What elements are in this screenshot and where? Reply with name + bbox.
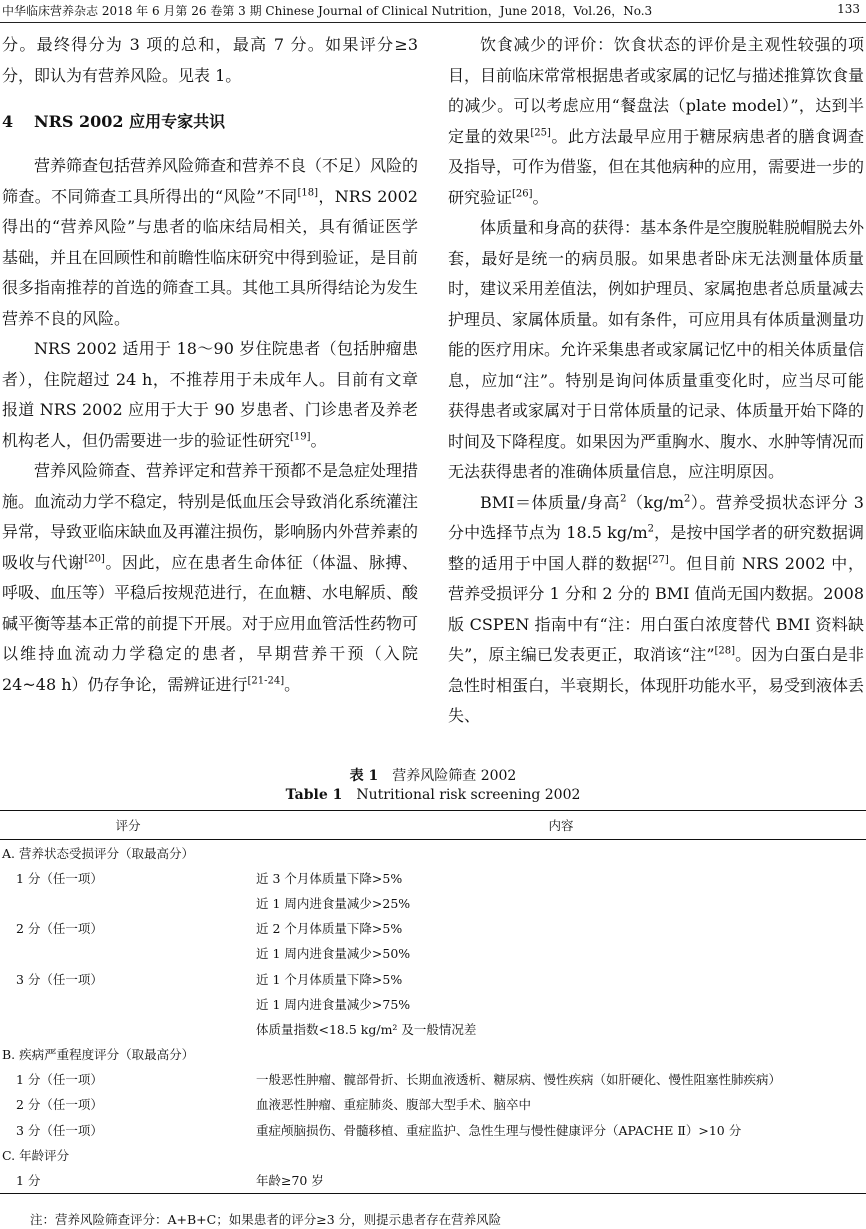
- content-cell: [256, 1142, 866, 1167]
- table-title-en: Nutritional risk screening 2002: [356, 787, 581, 803]
- table-title-cn: 营养风险筛查 2002: [392, 768, 517, 784]
- paragraph-text: 营养筛查包括营养风险筛查和营养不良（不足）风险的筛查。不同筛查工具所得出的“风险”不同: [2, 156, 419, 206]
- paragraph-text: 。因此，应在患者生命体征（体温、脉搏、呼吸、血压等）平稳后按规范进行，在血糖、水电解质、酸碱平衡等基本正常的前提下开展。对于应用血管活性药物可以维持血流动力学稳定的患者，早期营养干预（入院 24~48 h）仍存争论，需辨证进行: [2, 552, 419, 694]
- content-cell: 近 3 个月体质量下降>5%: [256, 870, 403, 886]
- citation: [27]: [648, 554, 669, 566]
- paragraph-text: ，NRS 2002 得出的“营养风险”与患者的临床结局相关，具有循证医学基础，并且在回顾性和前瞻性临床研究中得到验证，是目前很多指南推荐的首选的筛查工具。其他工具所得结论为发生营养不良的风险。: [2, 186, 419, 328]
- table-row: [0, 1042, 866, 1067]
- section-number: 4: [2, 112, 14, 131]
- content-cell: 血液恶性肿瘤、重症肺炎、腹部大型手术、脑卒中: [256, 1097, 532, 1113]
- score-cell: [0, 941, 256, 966]
- table-caption-en: [0, 787, 866, 803]
- content-cell: 年龄≥70 岁: [256, 1167, 866, 1193]
- score-cell: 2 分（任一项）: [16, 921, 103, 937]
- score-cell: 3 分（任一项）: [16, 971, 103, 987]
- content-cell: [256, 1042, 866, 1067]
- table-row: [0, 840, 866, 866]
- table-row: [0, 966, 866, 991]
- paragraph-text: NRS 2002 适用于 18～90 岁住院患者（包括肿瘤患者），住院超过 24 h，不推荐用于未成年人。目前有文章报道 NRS 2002 应用于大于 90 岁患者、门诊患者及养老机构老人，但仍需要进一步的验证性研究: [2, 339, 418, 450]
- superscript: 2: [684, 493, 691, 505]
- nrs-table: [0, 810, 866, 1194]
- content-cell: 近 2 个月体质量下降>5%: [256, 921, 403, 937]
- score-cell: A. 营养状态受损评分（取最高分）: [2, 845, 194, 861]
- content-cell: [256, 840, 866, 866]
- table-body: [0, 840, 866, 1194]
- paragraph-text: ）。营养受损状态评分 3 分中选择节点为 18.5 kg/m: [448, 492, 864, 542]
- right-column: [448, 30, 864, 732]
- score-cell: 1 分（任一项）: [16, 870, 103, 886]
- table-row: [0, 1016, 866, 1041]
- paragraph-text: 饮食减少的评价：饮食状态的评价是主观性较强的项目，目前临床常常根据患者或家属的记忆与描述推算饮食量的减少。可以考虑应用“餐盘法（plate model）”，达到半定量的效果: [448, 35, 865, 146]
- paragraph-text: 。因为白蛋白是非急性时相蛋白，半衰期长，体现肝功能水平，易受到液体丢失、: [448, 645, 865, 725]
- content-cell: 体质量指数<18.5 kg/m² 及一般情况差: [256, 1021, 477, 1037]
- citation: [25]: [530, 127, 551, 139]
- citation: [19]: [290, 431, 311, 443]
- paragraph-text: 。: [532, 187, 549, 207]
- paragraph-text: 。: [284, 674, 301, 694]
- superscript: 2: [647, 523, 655, 535]
- paragraph-text: 。: [310, 430, 327, 450]
- table-row: [0, 991, 866, 1016]
- paragraph: [448, 30, 864, 213]
- column-header-score: 评分: [0, 811, 256, 840]
- paragraph-text: 。此方法最早应用于糖尿病患者的膳食调查及指导，可作为借鉴，但在其他病种的应用，需要进一步的研究验证: [448, 126, 865, 207]
- table-row: [0, 1067, 866, 1092]
- content-cell: 近 1 周内进食量减少>25%: [256, 895, 411, 911]
- section-heading: [2, 107, 418, 137]
- score-cell: B. 疾病严重程度评分（取最高分）: [2, 1047, 195, 1063]
- paragraph-text: （kg/m: [626, 492, 685, 512]
- table-label-en: Table 1: [285, 787, 343, 803]
- running-header: [0, 0, 866, 23]
- table-row: [0, 916, 866, 941]
- page-number: 133: [837, 2, 860, 16]
- table-row: [0, 1117, 866, 1142]
- paragraph: [448, 488, 864, 732]
- score-cell: 3 分（任一项）: [16, 1122, 103, 1138]
- table-row: [0, 865, 866, 890]
- paragraph: [448, 213, 864, 488]
- table-note: 注：营养风险筛查评分：A+B+C；如果患者的评分≥3 分，则提示患者存在营养风险: [30, 1212, 502, 1227]
- score-cell: 1 分（任一项）: [16, 1072, 103, 1088]
- paragraph-text: 。但目前 NRS 2002 中，营养受损评分 1 分和 2 分的 BMI 值尚无国内数据。2008 版 CSPEN 指南中有“注：用白蛋白浓度替代 BMI 资料缺失”，原主编已发表更正，取消该“注”: [448, 553, 864, 664]
- paragraph-text: 体质量和身高的获得：基本条件是空腹脱鞋脱帽脱去外套，最好是统一的病员服。如果患者卧床无法测量体质量时，建议采用差值法，例如护理员、家属抱患者总质量减去护理员、家属体质量。如有条件，可应用具有体质量测量功能的医疗用床。允许采集患者或家属记忆中的相关体质量信息，应加“注”。特别是询问体质量重变化时，应当尽可能获得患者或家属对于日常体质量的记录、体质量开始下降的时间及下降程度。如果因为严重胸水、腹水、水肿等情况而无法获得患者的准确体质量信息，应注明原因。: [448, 218, 865, 481]
- superscript: 2: [620, 493, 627, 505]
- table-label-cn: 表 1: [349, 768, 379, 784]
- citation: [20]: [84, 553, 105, 565]
- citation: [26]: [512, 188, 533, 200]
- left-column: [2, 30, 418, 700]
- content-cell: 一般恶性肿瘤、髋部骨折、长期血液透析、糖尿病、慢性疾病（如肝硬化、慢性阻塞性肺疾病）: [256, 1072, 782, 1088]
- paragraph: [2, 151, 418, 334]
- score-cell: 2 分（任一项）: [16, 1097, 103, 1113]
- table-row: [0, 941, 866, 966]
- table-row: [0, 890, 866, 915]
- content-cell: 重症颅脑损伤、骨髓移植、重症监护、急性生理与慢性健康评分（APACHE Ⅱ）>10 分: [256, 1122, 742, 1138]
- journal-line: 中华临床营养杂志 2018 年 6 月第 26 卷第 3 期 Chinese Journal of Clinical Nutrition，June 2018，Vol.26，No.3: [2, 4, 653, 18]
- paragraph-text: 营养风险筛查、营养评定和营养干预都不是急症处理措施。血流动力学不稳定，特别是低血压会导致消化系统灌注异常，导致亚临床缺血及再灌注损伤，影响肠内外营养素的吸收与代谢: [2, 461, 419, 572]
- paragraph: [2, 334, 418, 456]
- score-cell: 1 分: [0, 1167, 256, 1193]
- content-cell: 近 1 个月体质量下降>5%: [256, 971, 403, 987]
- table-row: [0, 1092, 866, 1117]
- citation: [21-24]: [247, 675, 285, 687]
- table-caption-cn: [0, 765, 866, 785]
- paragraph-text: ，是按中国学者的研究数据调整的适用于中国人群的数据: [448, 523, 864, 573]
- score-cell: C. 年龄评分: [2, 1147, 70, 1163]
- table-row: [0, 1167, 866, 1193]
- section-title: NRS 2002 应用专家共识: [33, 112, 226, 131]
- paragraph: [2, 30, 418, 91]
- content-cell: 近 1 周内进食量减少>50%: [256, 946, 411, 962]
- paragraph-text: 分。最终得分为 3 项的总和，最高 7 分。如果评分≥3 分，即认为有营养风险。见表 1。: [2, 35, 418, 85]
- paragraph: [2, 456, 418, 700]
- table-header-row: [0, 811, 866, 840]
- table-row: [0, 1142, 866, 1167]
- paragraph-text: BMI＝体质量/身高: [480, 492, 621, 512]
- citation: [28]: [714, 645, 736, 657]
- content-cell: 近 1 周内进食量减少>75%: [256, 996, 411, 1012]
- score-cell: [0, 1016, 256, 1041]
- score-cell: [0, 890, 256, 915]
- citation: [18]: [297, 187, 319, 199]
- column-header-content: 内容: [256, 811, 866, 840]
- score-cell: [0, 991, 256, 1016]
